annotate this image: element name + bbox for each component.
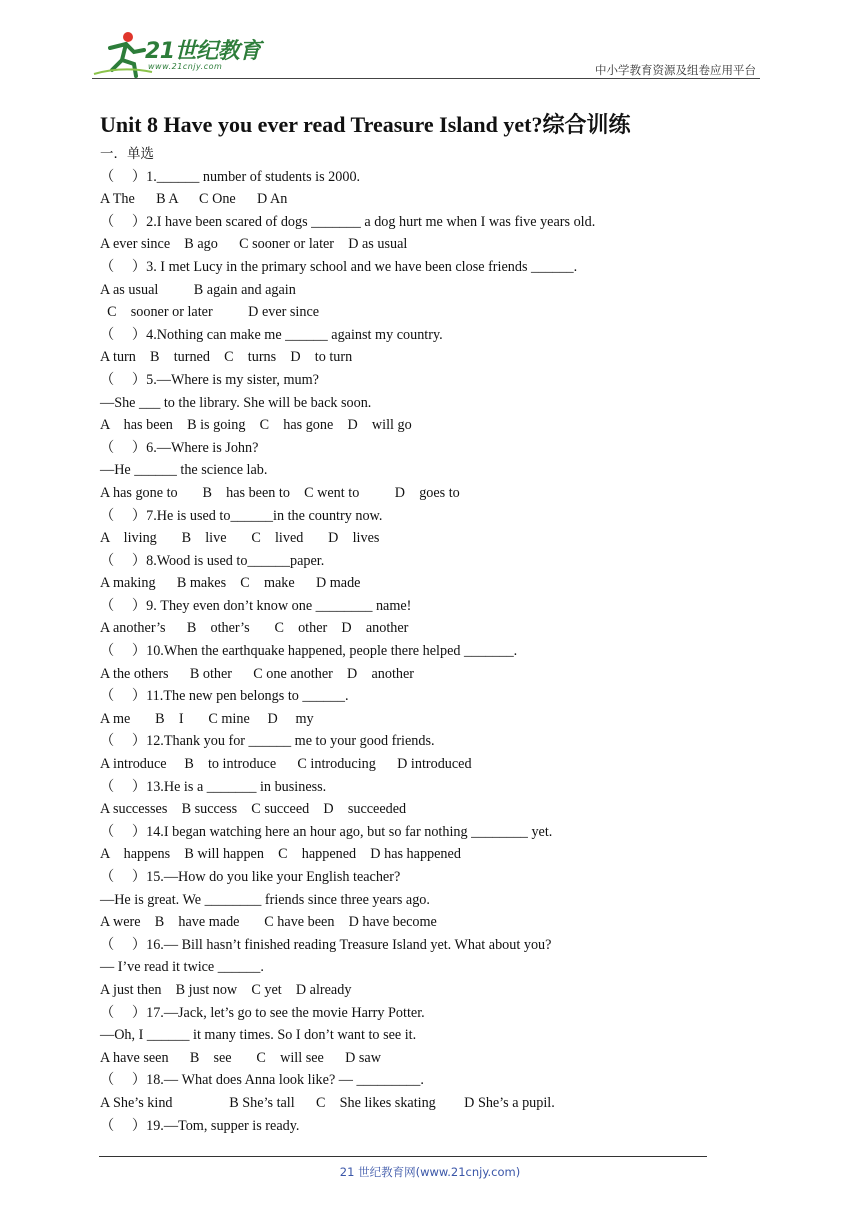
logo-text: 21世纪教育 (145, 39, 261, 64)
question-line: （ ）14.I began watching here an hour ago, but so far nothing ________ yet. (100, 823, 553, 840)
question-line: （ ）1.______ number of students is 2000. (100, 168, 361, 185)
question-line: （ ）7.He is used to______in the country now. (100, 507, 383, 524)
question-line: （ ）2.I have been scared of dogs _______ a dog hurt me when I was five years old. (100, 213, 596, 230)
question-line: —He is great. We ________ friends since three years ago. (100, 891, 430, 908)
options-line: A living B live C lived D lives (100, 530, 380, 547)
header-divider (92, 78, 760, 79)
options-line: A the others B other C one another D another (100, 665, 415, 682)
header-platform-text: 中小学教育资源及组卷应用平台 (595, 63, 756, 77)
options-line: A ever since B ago C sooner or later D as usual (100, 236, 408, 253)
question-line: （ ）12.Thank you for ______ me to your good friends. (100, 733, 435, 750)
question-line: （ ）6.—Where is John? (100, 439, 259, 456)
options-line: A She’s kind B She’s tall C She likes skating D She’s a pupil. (100, 1094, 555, 1111)
question-line: （ ）4.Nothing can make me ______ against my country. (100, 326, 443, 343)
question-line: （ ）17.—Jack, let’s go to see the movie Harry Potter. (100, 1004, 425, 1021)
options-line: A has gone to B has been to C went to D goes to (100, 484, 460, 501)
question-line: （ ）15.—How do you like your English teacher? (100, 869, 401, 885)
options-line: A has been B is going C has gone D will go (100, 417, 412, 434)
question-line: （ ）10.When the earthquake happened, people there helped _______. (100, 643, 518, 660)
question-line: —He ______ the science lab. (100, 462, 268, 479)
page-header (0, 0, 860, 90)
question-line: （ ）8.Wood is used to______paper. (100, 552, 325, 569)
question-line: （ ）16.— Bill hasn’t finished reading Treasure Island yet. What about you? (100, 936, 552, 953)
question-line: —She ___ to the library. She will be back soon. (100, 394, 372, 411)
question-line: —Oh, I ______ it many times. So I don’t want to see it. (100, 1027, 417, 1044)
options-line: A just then B just now C yet D already (100, 981, 352, 998)
page-title: Unit 8 Have you ever read Treasure Island yet?综合训练 (100, 112, 631, 137)
options-line: A successes B success C succeed D succeeded (100, 801, 407, 818)
question-line: （ ）11.The new pen belongs to ______. (100, 688, 349, 705)
options-line: A another’s B other’s C other D another (100, 620, 409, 637)
options-line: A turn B turned C turns D to turn (100, 349, 353, 366)
question-line: （ ）13.He is a _______ in business. (100, 778, 327, 795)
options-line: A me B I C mine D my (100, 710, 314, 727)
section-heading: 一．单选 (100, 146, 154, 161)
question-line: （ ）3. I met Lucy in the primary school and we have been close friends ______. (100, 258, 578, 275)
question-line: （ ）9. They even don’t know one ________ name! (100, 597, 412, 614)
options-line: A happens B will happen C happened D has happened (100, 846, 461, 863)
options-line: A making B makes C make D made (100, 575, 361, 592)
question-line: （ ）5.—Where is my sister, mum? (100, 371, 319, 388)
footer-divider (99, 1156, 707, 1157)
options-line: A The B A C One D An (100, 191, 288, 208)
question-line: （ ）19.—Tom, supper is ready. (100, 1117, 300, 1134)
options-line: A were B have made C have been D have become (100, 914, 437, 931)
options-line: A introduce B to introduce C introducing D introduced (100, 756, 472, 773)
question-line: — I’ve read it twice ______. (100, 959, 264, 976)
logo-url: www.21cnjy.com (148, 62, 223, 71)
options-line: C sooner or later D ever since (100, 304, 320, 321)
question-list (100, 143, 800, 1137)
options-line: A have seen B see C will see D saw (100, 1049, 381, 1066)
question-line: （ ）18.— What does Anna look like? — _________. (100, 1072, 424, 1089)
options-line: A as usual B again and again (100, 281, 296, 298)
footer-text: 21 世纪教育网(www.21cnjy.com) (339, 1165, 521, 1179)
